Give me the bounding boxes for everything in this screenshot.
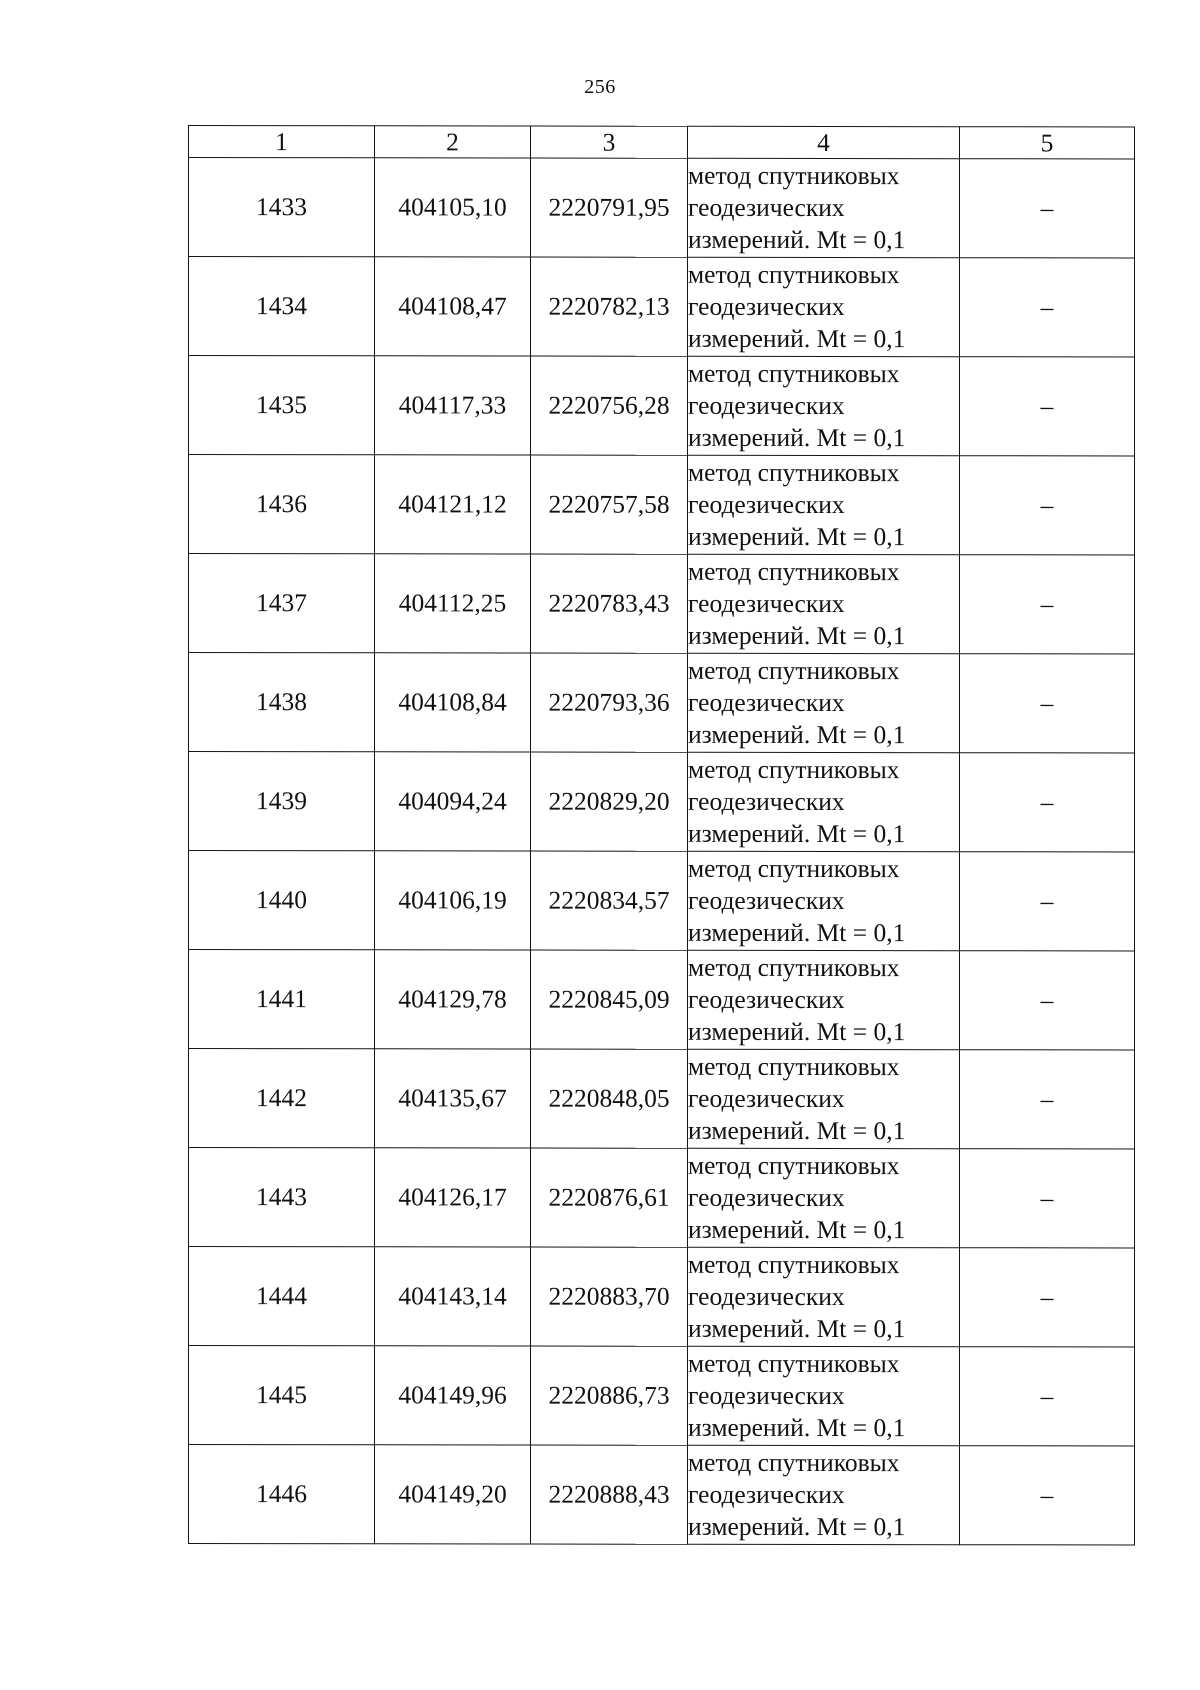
method-cell [688, 554, 960, 653]
method-line: измерений. Mt = 0,1 [688, 1115, 906, 1146]
table-row [189, 950, 1135, 1050]
method-cell [688, 950, 960, 1049]
method-cell [688, 653, 960, 752]
column-header: 5 [960, 127, 1135, 159]
x-coordinate-cell: 404149,20 [375, 1445, 531, 1544]
x-coordinate-cell: 404117,33 [375, 356, 531, 455]
table-body [189, 158, 1135, 1545]
column-header: 4 [688, 126, 960, 158]
column-header: 2 [375, 126, 531, 158]
y-coordinate-cell: 2220783,43 [531, 554, 688, 653]
method-line: геодезических [688, 1479, 845, 1510]
note-cell: – [960, 1446, 1135, 1545]
method-line: метод спутниковых [688, 1150, 900, 1181]
method-line: метод спутниковых [688, 556, 900, 587]
method-line: геодезических [688, 1380, 845, 1411]
method-line: метод спутниковых [688, 655, 900, 686]
point-number-cell: 1433 [189, 158, 375, 257]
y-coordinate-cell: 2220791,95 [531, 158, 688, 257]
point-number-cell: 1434 [189, 257, 375, 356]
method-line: метод спутниковых [688, 1051, 900, 1082]
method-cell [688, 257, 960, 356]
method-line: измерений. Mt = 0,1 [688, 818, 906, 849]
method-line: измерений. Mt = 0,1 [688, 422, 906, 453]
table-row [189, 1148, 1135, 1248]
method-line: геодезических [688, 984, 845, 1015]
point-number-cell: 1436 [189, 455, 375, 554]
method-cell [688, 158, 960, 257]
header-row [189, 126, 1135, 159]
method-line: измерений. Mt = 0,1 [688, 917, 906, 948]
method-line: метод спутниковых [688, 952, 900, 983]
table-row [189, 653, 1135, 753]
x-coordinate-cell: 404129,78 [375, 950, 531, 1049]
x-coordinate-cell: 404105,10 [375, 158, 531, 257]
table-row [189, 1445, 1135, 1545]
method-line: геодезических [688, 489, 845, 520]
point-number-cell: 1445 [189, 1346, 375, 1445]
method-line: геодезических [688, 588, 845, 619]
table-row [189, 158, 1135, 258]
note-cell: – [960, 753, 1135, 852]
table-row [189, 257, 1135, 357]
table-row [189, 851, 1135, 951]
note-cell: – [960, 1050, 1135, 1149]
y-coordinate-cell: 2220756,28 [531, 356, 688, 455]
table-row [189, 752, 1135, 852]
x-coordinate-cell: 404143,14 [375, 1247, 531, 1346]
table-row [189, 1346, 1135, 1446]
method-cell [688, 1148, 960, 1247]
x-coordinate-cell: 404112,25 [375, 554, 531, 653]
method-line: геодезических [688, 687, 845, 718]
column-header: 1 [189, 126, 375, 158]
method-line: метод спутниковых [688, 259, 900, 290]
method-line: метод спутниковых [688, 1249, 900, 1280]
method-line: измерений. Mt = 0,1 [688, 1214, 906, 1245]
method-line: метод спутниковых [688, 1348, 900, 1379]
note-cell: – [960, 357, 1135, 456]
method-cell [688, 851, 960, 950]
method-line: метод спутниковых [688, 853, 900, 884]
method-line: геодезических [688, 1083, 845, 1114]
table-row [189, 455, 1135, 555]
method-cell [688, 1346, 960, 1445]
point-number-cell: 1438 [189, 653, 375, 752]
method-line: измерений. Mt = 0,1 [688, 1016, 906, 1047]
method-line: геодезических [688, 786, 845, 817]
point-number-cell: 1439 [189, 752, 375, 851]
note-cell: – [960, 1149, 1135, 1248]
coordinates-table [188, 125, 1135, 1545]
x-coordinate-cell: 404094,24 [375, 752, 531, 851]
method-line: метод спутниковых [688, 1447, 900, 1478]
y-coordinate-cell: 2220793,36 [531, 653, 688, 752]
method-line: геодезических [688, 390, 845, 421]
method-cell [688, 356, 960, 455]
table-row [189, 1049, 1135, 1149]
method-line: геодезических [688, 291, 845, 322]
method-cell [688, 752, 960, 851]
method-line: метод спутниковых [688, 754, 900, 785]
method-line: геодезических [688, 192, 845, 223]
column-header: 3 [531, 126, 688, 158]
table-row [189, 554, 1135, 654]
y-coordinate-cell: 2220848,05 [531, 1049, 688, 1148]
method-cell [688, 455, 960, 554]
note-cell: – [960, 1248, 1135, 1347]
method-cell [688, 1445, 960, 1544]
method-line: измерений. Mt = 0,1 [688, 620, 906, 651]
method-line: измерений. Mt = 0,1 [688, 1412, 906, 1443]
x-coordinate-cell: 404106,19 [375, 851, 531, 950]
y-coordinate-cell: 2220782,13 [531, 257, 688, 356]
y-coordinate-cell: 2220883,70 [531, 1247, 688, 1346]
x-coordinate-cell: 404108,47 [375, 257, 531, 356]
y-coordinate-cell: 2220886,73 [531, 1346, 688, 1445]
method-line: геодезических [688, 1182, 845, 1213]
point-number-cell: 1440 [189, 851, 375, 950]
x-coordinate-cell: 404135,67 [375, 1049, 531, 1148]
y-coordinate-cell: 2220876,61 [531, 1148, 688, 1247]
method-line: измерений. Mt = 0,1 [688, 1511, 906, 1542]
note-cell: – [960, 258, 1135, 357]
point-number-cell: 1437 [189, 554, 375, 653]
y-coordinate-cell: 2220888,43 [531, 1445, 688, 1544]
method-line: измерений. Mt = 0,1 [688, 719, 906, 750]
point-number-cell: 1442 [189, 1049, 375, 1148]
point-number-cell: 1443 [189, 1148, 375, 1247]
note-cell: – [960, 852, 1135, 951]
note-cell: – [960, 456, 1135, 555]
x-coordinate-cell: 404108,84 [375, 653, 531, 752]
x-coordinate-cell: 404149,96 [375, 1346, 531, 1445]
method-line: геодезических [688, 885, 845, 916]
note-cell: – [960, 951, 1135, 1050]
point-number-cell: 1446 [189, 1445, 375, 1544]
x-coordinate-cell: 404126,17 [375, 1148, 531, 1247]
point-number-cell: 1444 [189, 1247, 375, 1346]
point-number-cell: 1441 [189, 950, 375, 1049]
method-line: измерений. Mt = 0,1 [688, 224, 906, 255]
note-cell: – [960, 1347, 1135, 1446]
method-line: метод спутниковых [688, 358, 900, 389]
y-coordinate-cell: 2220845,09 [531, 950, 688, 1049]
x-coordinate-cell: 404121,12 [375, 455, 531, 554]
note-cell: – [960, 555, 1135, 654]
table-header [189, 126, 1135, 159]
method-line: измерений. Mt = 0,1 [688, 323, 906, 354]
table-row [189, 356, 1135, 456]
method-cell [688, 1247, 960, 1346]
point-number-cell: 1435 [189, 356, 375, 455]
table-row [189, 1247, 1135, 1347]
y-coordinate-cell: 2220834,57 [531, 851, 688, 950]
method-line: измерений. Mt = 0,1 [688, 521, 906, 552]
method-line: геодезических [688, 1281, 845, 1312]
y-coordinate-cell: 2220757,58 [531, 455, 688, 554]
page-number: 256 [584, 76, 616, 98]
note-cell: – [960, 159, 1135, 258]
note-cell: – [960, 654, 1135, 753]
method-cell [688, 1049, 960, 1148]
method-line: метод спутниковых [688, 160, 900, 191]
method-line: метод спутниковых [688, 457, 900, 488]
method-line: измерений. Mt = 0,1 [688, 1313, 906, 1344]
y-coordinate-cell: 2220829,20 [531, 752, 688, 851]
